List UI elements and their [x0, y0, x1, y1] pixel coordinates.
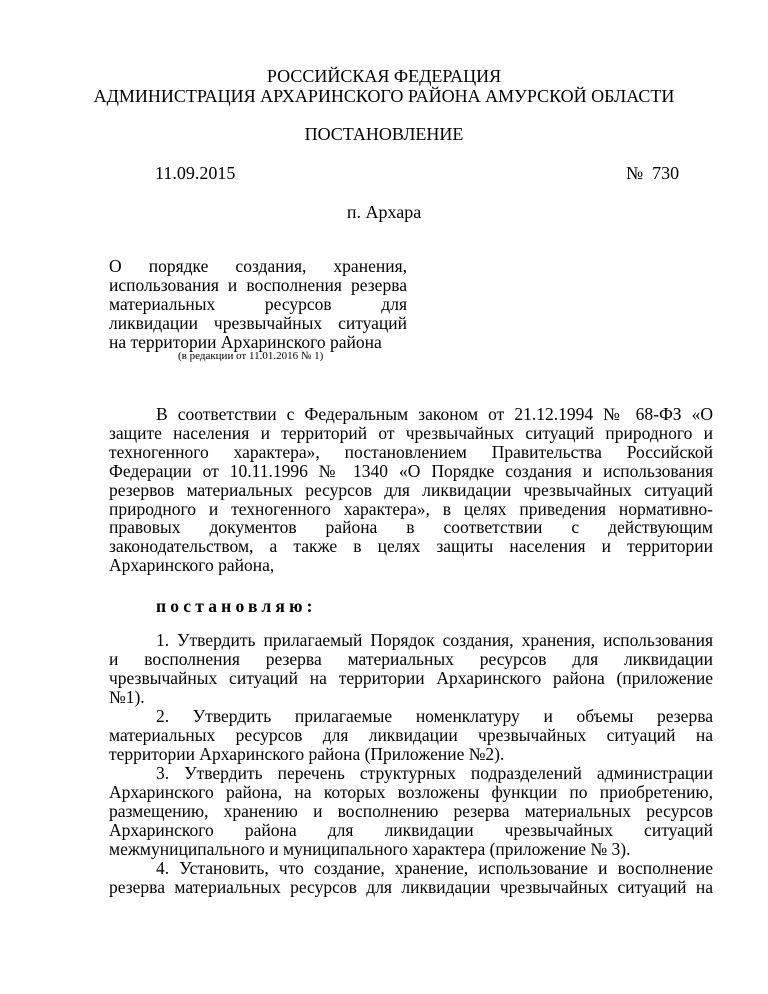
preamble-line: природного и техногенного характера», в целях приведения нормативно- — [109, 498, 713, 519]
item-line: материальных ресурсов для ликвидации чрезвычайных ситуаций на — [109, 724, 713, 745]
item-line: территории Архаринского района (Приложение №2). — [109, 743, 505, 764]
preamble-line: Федерации от 10.11.1996 № 1340 «О Порядке создания и использования — [109, 460, 713, 481]
preamble-line: правовых документов района в соответствии с действующим — [109, 517, 713, 538]
country-heading: РОССИЙСКАЯ ФЕДЕРАЦИЯ — [266, 66, 502, 86]
item-line: №1). — [109, 686, 145, 707]
preamble-line: В соответствии с Федеральным законом от 21.12.1994 № 68-ФЗ «О — [156, 404, 713, 424]
subject-line: на территории Архаринского района — [109, 331, 382, 352]
administration-heading: АДМИНИСТРАЦИЯ АРХАРИНСКОГО РАЙОНА АМУРСКОЙ ОБЛАСТИ — [93, 86, 675, 106]
item-line: Архаринского района для ликвидации чрезвычайных ситуаций — [109, 819, 713, 840]
preamble-paragraph — [109, 405, 713, 575]
preamble-line: техногенного характера», постановлением Правительства Российской — [109, 441, 713, 462]
decree-word: постановляю: — [156, 596, 317, 616]
item-1 — [109, 631, 713, 707]
item-line: размещению, хранению и восполнению резерва материальных ресурсов — [109, 800, 713, 821]
subject-line: О порядке создания, хранения, — [109, 256, 407, 276]
document-date: 11.09.2015 — [155, 163, 236, 183]
item-line: 3. Утвердить перечень структурных подразделений администрации — [156, 763, 713, 783]
item-3 — [109, 764, 713, 859]
item-line: межмуниципального и муниципального характера (приложение № 3). — [109, 838, 631, 859]
item-4 — [109, 859, 713, 897]
item-line: Архаринского района, на которых возложены функции по приобретению, — [109, 781, 713, 802]
document-place: п. Архара — [346, 202, 422, 222]
item-line: резерва материальных ресурсов для ликвидации чрезвычайных ситуаций на — [109, 876, 713, 897]
preamble-line: резервов материальных ресурсов для ликвидации чрезвычайных ситуаций — [109, 479, 713, 500]
item-line: и восполнения резерва материальных ресурсов для ликвидации — [109, 648, 713, 669]
item-2 — [109, 707, 713, 764]
preamble-line: защите населения и территорий от чрезвычайных ситуаций природного и — [109, 422, 713, 443]
subject-line: использования и восполнения резерва — [109, 274, 407, 295]
document-type-heading: ПОСТАНОВЛЕНИЕ — [304, 124, 464, 144]
subject-line: ликвидации чрезвычайных ситуаций — [109, 312, 407, 333]
item-line: 4. Установить, что создание, хранение, использование и восполнение — [156, 858, 713, 878]
edition-note: (в редакции от 11.01.2016 № 1) — [178, 350, 324, 362]
item-line: 2. Утвердить прилагаемые номенклатуру и объемы резерва — [156, 706, 713, 726]
subject-line: материальных ресурсов для — [109, 293, 407, 314]
preamble-line: законодательством, а также в целях защиты населения и территории — [109, 536, 713, 557]
subject-block — [109, 257, 407, 352]
item-line: чрезвычайных ситуаций на территории Архаринского района (приложение — [109, 667, 713, 688]
document-number: № 730 — [626, 163, 680, 183]
preamble-line: Архаринского района, — [109, 555, 275, 576]
item-line: 1. Утвердить прилагаемый Порядок создания, хранения, использования — [156, 630, 713, 650]
